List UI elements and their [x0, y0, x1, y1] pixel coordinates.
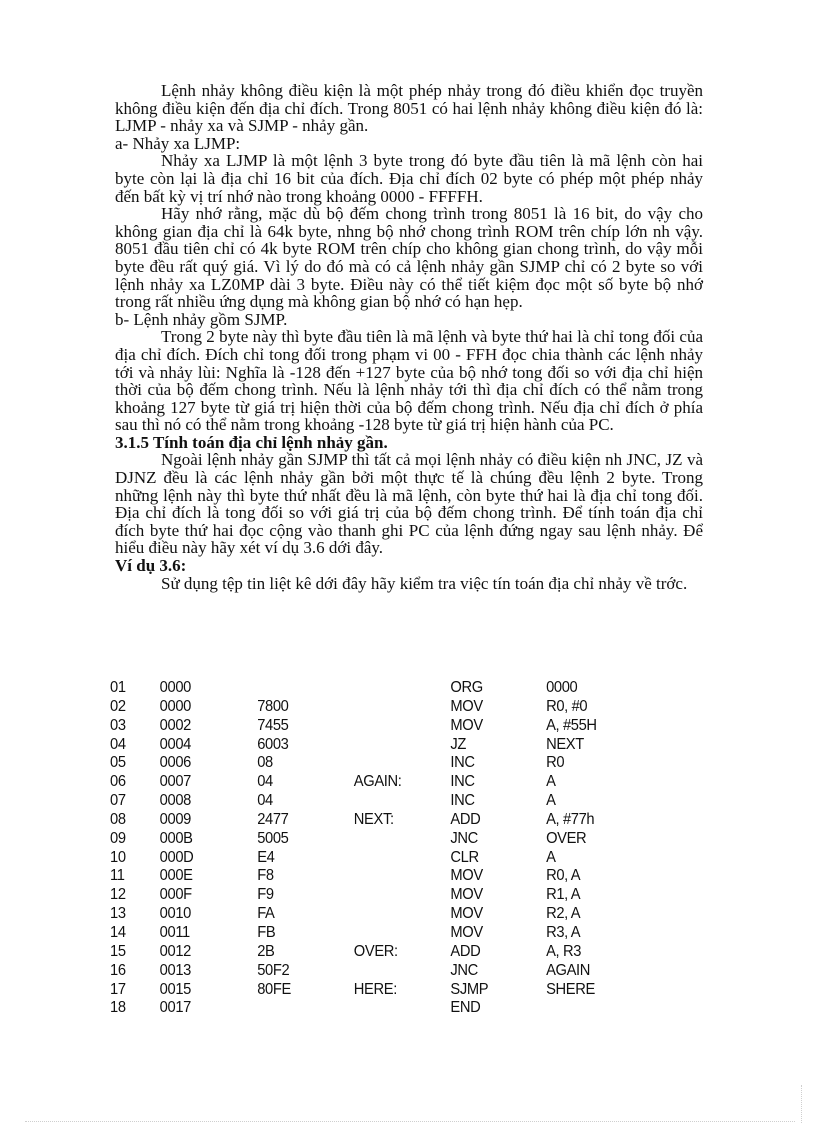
listing-opcode: 2B — [257, 942, 275, 960]
example-paragraph: Sử dụng tệp tin liệt kê dới đây hãy kiểm tra việc tín toán địa chỉ nhảy về trớc. — [161, 573, 688, 593]
listing-address: 0007 — [159, 773, 191, 791]
listing-line-number: 07 — [110, 792, 126, 810]
ljmp-paragraph: Nhảy xa LJMP là một lệnh 3 byte trong đó byte đầu tiên là mã lệnh còn hai byte còn lại là địa chỉ 16 bit của đích. Địa chỉ đích 02 byte có phép một phép nhảy đến bất kỳ vị trí nhớ nào trong khoảng 0000 - FFFFH. — [115, 151, 703, 206]
listing-mnemonic: JNC — [450, 961, 478, 979]
listing-mnemonic: INC — [450, 792, 475, 810]
listing-row — [110, 717, 662, 736]
subheading-sjmp: b- Lệnh nhảy gồm SJMP. — [115, 309, 288, 329]
listing-operand: A — [546, 848, 556, 866]
listing-label: AGAIN: — [353, 773, 402, 791]
listing-mnemonic: ADD — [450, 810, 481, 828]
listing-line-number: 09 — [110, 829, 126, 847]
listing-mnemonic: JZ — [450, 735, 467, 753]
listing-operand: AGAIN — [546, 961, 591, 979]
listing-operand: A — [546, 792, 556, 810]
listing-opcode: 2477 — [257, 810, 289, 828]
listing-opcode: 04 — [257, 773, 273, 791]
listing-line-number: 16 — [110, 961, 126, 979]
listing-mnemonic: MOV — [450, 923, 483, 941]
listing-opcode: 80FE — [257, 980, 291, 998]
listing-operand: A, #77h — [546, 810, 595, 828]
listing-row — [110, 905, 662, 924]
listing-mnemonic: MOV — [450, 867, 483, 885]
listing-line-number: 03 — [110, 716, 126, 734]
listing-opcode: 6003 — [257, 735, 289, 753]
body-text — [115, 82, 703, 592]
listing-operand: R2, A — [546, 905, 581, 923]
listing-mnemonic: INC — [450, 754, 475, 772]
listing-mnemonic: MOV — [450, 905, 483, 923]
subheading-ljmp: a- Nhảy xa LJMP: — [115, 133, 241, 153]
listing-operand: R0 — [546, 754, 565, 772]
listing-address: 0013 — [159, 961, 191, 979]
listing-row — [110, 792, 662, 811]
assembly-listing — [110, 679, 662, 1018]
listing-label: NEXT: — [353, 810, 394, 828]
listing-address: 0012 — [159, 942, 191, 960]
listing-line-number: 15 — [110, 942, 126, 960]
listing-address: 000D — [159, 848, 194, 866]
listing-opcode: E4 — [257, 848, 275, 866]
listing-address: 0002 — [159, 716, 191, 734]
listing-mnemonic: CLR — [450, 848, 479, 866]
listing-row — [110, 943, 662, 962]
listing-opcode: 7455 — [257, 716, 289, 734]
listing-operand: SHERE — [546, 980, 595, 998]
listing-operand: R3, A — [546, 923, 581, 941]
listing-line-number: 04 — [110, 735, 126, 753]
rom-paragraph: Hãy nhớ rằng, mặc dù bộ đếm chong trình trong 8051 là 16 bit, do vậy cho không gian địa chỉ là 64k byte, nhng bộ nhớ chong trình ROM trên chíp lớn nh vậy. 8051 đầu tiên chỉ có 4k byte ROM trên chíp cho không gian chong trình, do vậy mỗi byte đều rất quý giá. Vì lý do đó mà có cả lệnh nhảy gần SJMP chỉ có 2 byte so với lệnh nhảy xa LZ0MP dài 3 byte. Điều này có thể tiết kiệm đọc một số byte bộ nhớ trong rất nhiều ứng dụng mà không gian bộ nhớ có hạn hẹp. — [115, 204, 703, 312]
listing-mnemonic: MOV — [450, 886, 483, 904]
listing-line-number: 17 — [110, 980, 126, 998]
listing-row — [110, 754, 662, 773]
listing-mnemonic: SJMP — [450, 980, 489, 998]
listing-line-number: 05 — [110, 754, 126, 772]
listing-operand: A, R3 — [546, 942, 582, 960]
listing-address: 0006 — [159, 754, 191, 772]
page-edge-divider — [801, 1085, 802, 1123]
listing-row — [110, 698, 662, 717]
listing-line-number: 02 — [110, 697, 126, 715]
listing-address: 0004 — [159, 735, 191, 753]
example-heading: Ví dụ 3.6: — [115, 556, 187, 576]
listing-line-number: 12 — [110, 886, 126, 904]
listing-opcode: F9 — [257, 886, 274, 904]
listing-address: 0015 — [159, 980, 191, 998]
listing-label: OVER: — [353, 942, 398, 960]
listing-line-number: 08 — [110, 810, 126, 828]
listing-row — [110, 981, 662, 1000]
listing-mnemonic: END — [450, 999, 481, 1017]
listing-opcode: 50F2 — [257, 961, 290, 979]
listing-row — [110, 886, 662, 905]
listing-address: 0000 — [159, 679, 191, 696]
listing-row — [110, 679, 662, 698]
listing-opcode: FA — [257, 905, 275, 923]
listing-row — [110, 867, 662, 886]
listing-row — [110, 849, 662, 868]
listing-opcode: F8 — [257, 867, 274, 885]
listing-line-number: 10 — [110, 848, 126, 866]
listing-mnemonic: JNC — [450, 829, 478, 847]
listing-operand: 0000 — [546, 679, 578, 696]
listing-row — [110, 924, 662, 943]
listing-operand: NEXT — [546, 735, 584, 753]
page-footer-divider — [25, 1121, 795, 1122]
listing-row — [110, 773, 662, 792]
listing-row — [110, 811, 662, 830]
listing-row — [110, 999, 662, 1018]
listing-line-number: 14 — [110, 923, 126, 941]
listing-address: 0011 — [159, 923, 190, 941]
calc-paragraph: Ngoài lệnh nhảy gần SJMP thì tất cả mọi lệnh nhảy có điều kiện nh JNC, JZ và DJNZ đều là các lệnh nhảy gần bởi một thực tế là chúng đều lệnh 2 byte. Trong những lệnh này thì byte thứ nhất đều là mã lệnh, còn byte thứ hai là địa chỉ tong đối. Địa chỉ đích là tong đối so với giá trị của bộ đếm chong trình. Để tính toán địa chỉ đích byte thứ hai đọc cộng vào thanh ghi PC của lệnh đứng ngay sau lệnh nhảy. Để hiểu điều này hãy xét ví dụ 3.6 dới đây. — [115, 450, 703, 558]
listing-operand: OVER — [546, 829, 587, 847]
listing-address: 0010 — [159, 905, 191, 923]
listing-line-number: 11 — [110, 867, 125, 885]
listing-row — [110, 830, 662, 849]
listing-address: 0008 — [159, 792, 191, 810]
listing-opcode: 7800 — [257, 697, 289, 715]
listing-address: 000F — [159, 886, 192, 904]
listing-mnemonic: MOV — [450, 697, 483, 715]
listing-row — [110, 736, 662, 755]
listing-operand: R0, A — [546, 867, 581, 885]
listing-opcode: FB — [257, 923, 276, 941]
listing-opcode: 04 — [257, 792, 273, 810]
sjmp-paragraph: Trong 2 byte này thì byte đầu tiên là mã lệnh và byte thứ hai là chỉ tong đối của địa chỉ đích. Đích chỉ tong đối trong phạm vi 00 - FFH đọc chia thành các lệnh nhảy tới và nhảy lùi: Nghĩa là -128 đến +127 byte của bộ nhớ tong đối so với địa chỉ hiện thời của bộ đếm chong trình. Nếu là lệnh nhảy tới thì địa chỉ đích có thể nằm trong khoảng 127 byte từ giá trị hiện thời của bộ đếm chong trình. Nếu địa chỉ đích ở phía sau thì nó có thể nằm trong khoảng -128 byte từ giá trị hiện hành của PC. — [115, 327, 703, 435]
listing-line-number: 06 — [110, 773, 126, 791]
listing-address: 0017 — [159, 999, 191, 1017]
listing-label: HERE: — [353, 980, 397, 998]
listing-operand: R0, #0 — [546, 697, 588, 715]
listing-opcode: 08 — [257, 754, 273, 772]
listing-operand: A — [546, 773, 556, 791]
listing-line-number: 01 — [110, 679, 126, 696]
listing-address: 000E — [159, 867, 193, 885]
listing-address: 0000 — [159, 697, 191, 715]
listing-mnemonic: ADD — [450, 942, 481, 960]
listing-mnemonic: INC — [450, 773, 475, 791]
listing-mnemonic: MOV — [450, 716, 483, 734]
listing-operand: R1, A — [546, 886, 581, 904]
listing-line-number: 13 — [110, 905, 126, 923]
listing-opcode: 5005 — [257, 829, 289, 847]
listing-address: 000B — [159, 829, 193, 847]
listing-line-number: 18 — [110, 999, 126, 1017]
listing-row — [110, 962, 662, 981]
section-heading: 3.1.5 Tính toán địa chỉ lệnh nhảy gần. — [115, 432, 388, 452]
listing-operand: A, #55H — [546, 716, 597, 734]
intro-paragraph: Lệnh nhảy không điều kiện là một phép nhảy trong đó điều khiển đọc truyền không điều kiện đến địa chỉ đích. Trong 8051 có hai lệnh nhảy không điều kiện đó là: LJMP - nhảy xa và SJMP - nhảy gần. — [115, 81, 703, 136]
listing-mnemonic: ORG — [450, 679, 483, 696]
listing-address: 0009 — [159, 810, 191, 828]
